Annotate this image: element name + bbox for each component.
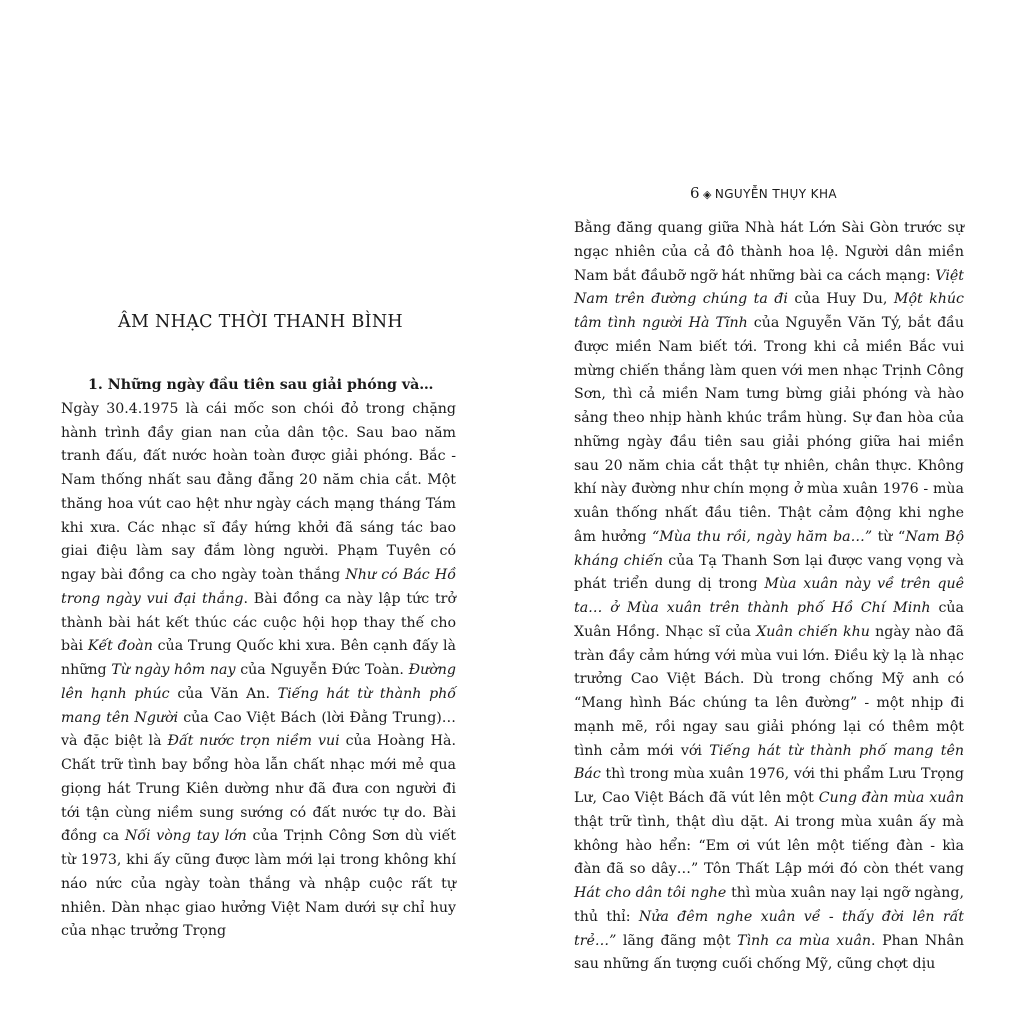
italic-title-run: Tình ca mùa xuân: [737, 932, 872, 949]
diamond-ornament-icon: ◈: [702, 188, 712, 201]
text-run: của Nguyễn Văn Tý, bắt đầu được miền Nam biết tới. Trong khi cả miền Bắc vui mừng chiến thắng làm quen với men nhạc Trịnh Công Sơn, thì cả miền Nam tưng bừng giải phóng và hào sảng theo nhịp hành khúc trầm hùng. Sự đan hòa của những ngày đầu tiên sau giải phóng giữa hai miền sau 20 năm chia cắt thật tự nhiên, chân thực. Không khí này đường như chín mọng ở mùa xuân 1976 - mùa xuân thống nhất đầu tiên. Thật cảm động khi nghe âm hưởng: [574, 315, 964, 545]
running-head: [690, 184, 890, 202]
italic-title-run: Nửa đêm nghe xuân về - thấy đời lên rất trẻ…”: [574, 908, 965, 949]
running-head-author: NGUYỄN THỤY KHA: [714, 187, 837, 201]
text-run: của Hoàng Hà. Chất trữ tình bay bổng hòa lẫn chất nhạc mới mẻ qua giọng hát Trung Kiên dường như đã đưa con người đi tới tận cùng niềm sung sướng có đất nước tự do. Bài đồng ca: [61, 733, 456, 845]
text-run: . Phan Nhân sau những ấn tượng cuối chống Mỹ, cũng chợt dịu: [574, 932, 964, 973]
text-run: từ “: [872, 528, 906, 545]
text-run: ngày nào đã tràn đầy cảm hứng với mùa vui lớn. Điều kỳ lạ là nhạc trưởng Cao Việt Bách. Dù trong chống Mỹ anh có “Mang hình Bác chúng ta lên đường” - một nhịp đi mạnh mẽ, rồi ngay sau giải phóng lại có thêm một tình cảm mới với: [574, 623, 965, 759]
text-run: của Huy Du,: [787, 291, 894, 308]
italic-title-run: Cung đàn mùa xuân: [818, 790, 965, 806]
section-heading: 1. Những ngày đầu tiên sau giải phóng và…: [88, 377, 434, 393]
text-run: thật trữ tình, thật dìu dặt. Ai trong mùa xuân ấy mà không hào hển: “Em ơi vút lên một tiếng đàn - kìa đàn đã so dây…” Tôn Thất Lập mới đó còn thét vang: [574, 813, 964, 878]
italic-title-run: Từ ngày hôm nay: [111, 662, 236, 678]
italic-title-run: Tiếng hát từ thành phố mang tên Bác: [574, 742, 964, 783]
left-paragraph: [61, 401, 456, 940]
italic-title-run: Một khúc tâm tình người Hà Tĩnh: [574, 291, 964, 331]
text-run: của Văn An.: [169, 685, 278, 702]
italic-title-run: Nối vòng tay lớn: [124, 828, 247, 845]
text-run: thì trong mùa xuân 1976, với thi phẩm Lưu Trọng Lư, Cao Việt Bách đã vút lên một: [574, 766, 964, 806]
italic-title-run: “Mùa thu rồi, ngày hăm ba…”: [651, 528, 873, 545]
right-paragraph: [574, 220, 964, 972]
text-run: lãng đãng một: [616, 932, 738, 949]
text-run: của Tạ Thanh Sơn lại được vang vọng và phát triển dung dị trong: [574, 552, 964, 593]
text-run: của Xuân Hồng. Nhạc sĩ của: [574, 600, 964, 640]
page-number: 6: [690, 184, 700, 202]
italic-title-run: Xuân chiến khu: [756, 623, 870, 640]
italic-title-run: Mùa xuân này về trên quê ta… ở Mùa xuân trên thành phố Hồ Chí Minh: [574, 576, 964, 616]
text-run: Ngày 30.4.1975 là cái mốc son chói đỏ trong chặng hành trình đầy gian nan của dân tộc. Sau bao năm tranh đấu, đất nước hoàn toàn được giải phóng. Bắc - Nam thống nhất sau đằng đẵng 20 năm chia cắt. Một thăng hoa vút cao hệt như ngày cách mạng tháng Tám khi xưa. Các nhạc sĩ đầy hứng khởi đã sáng tác bao giai điệu làm say đắm lòng người. Phạm Tuyên có ngay bài đồng ca cho ngày toàn thắng: [61, 400, 456, 583]
italic-title-run: Như có Bác Hồ trong ngày vui đại thắng: [61, 567, 456, 607]
text-run: của Cao Việt Bách (lời Đằng Trung)… và đặc biệt là: [61, 709, 456, 750]
italic-title-run: Đường lên hạnh phúc: [61, 662, 456, 702]
italic-title-run: Hát cho dân tôi nghe: [574, 885, 727, 901]
text-run: . Bài đồng ca này lập tức trở thành bài hát kết thúc các cuộc hội họp thay thế cho bài: [61, 590, 456, 655]
text-run: Bằng đăng quang giữa Nhà hát Lớn Sài Gòn trước sự ngạc nhiên của cả đô thành hoa lệ. Người dân miền Nam bắt đầubỡ ngỡ hát những bài ca cách mạng:: [574, 220, 964, 284]
chapter-title: ÂM NHẠC THỜI THANH BÌNH: [118, 312, 403, 332]
italic-title-run: Đất nước trọn niềm vui: [167, 733, 340, 750]
text-run: của Trịnh Công Sơn dù viết từ 1973, khi ấy cũng được làm mới lại trong không khí náo nức của ngày toàn thắng và nhập cuộc rất tự nhiên. Dàn nhạc giao hưởng Việt Nam dưới sự chỉ huy của nhạc trưởng Trọng: [61, 828, 456, 940]
left-body-text: [61, 374, 456, 944]
right-body-text: [574, 217, 964, 977]
text-run: của Trung Quốc khi xưa. Bên cạnh đấy là những: [61, 638, 457, 678]
italic-title-run: Tiếng hát từ thành phố mang tên Người: [61, 685, 456, 726]
text-run: thì mùa xuân nay lại ngỡ ngàng, thủ thỉ:: [574, 885, 964, 925]
italic-title-run: Kết đoàn: [87, 638, 153, 655]
italic-title-run: Nam Bộ kháng chiến: [574, 528, 965, 569]
right-page: [512, 0, 1024, 1024]
italic-title-run: Việt Nam trên đường chúng ta đi: [574, 267, 964, 308]
text-run: của Nguyễn Đức Toàn.: [235, 662, 409, 678]
